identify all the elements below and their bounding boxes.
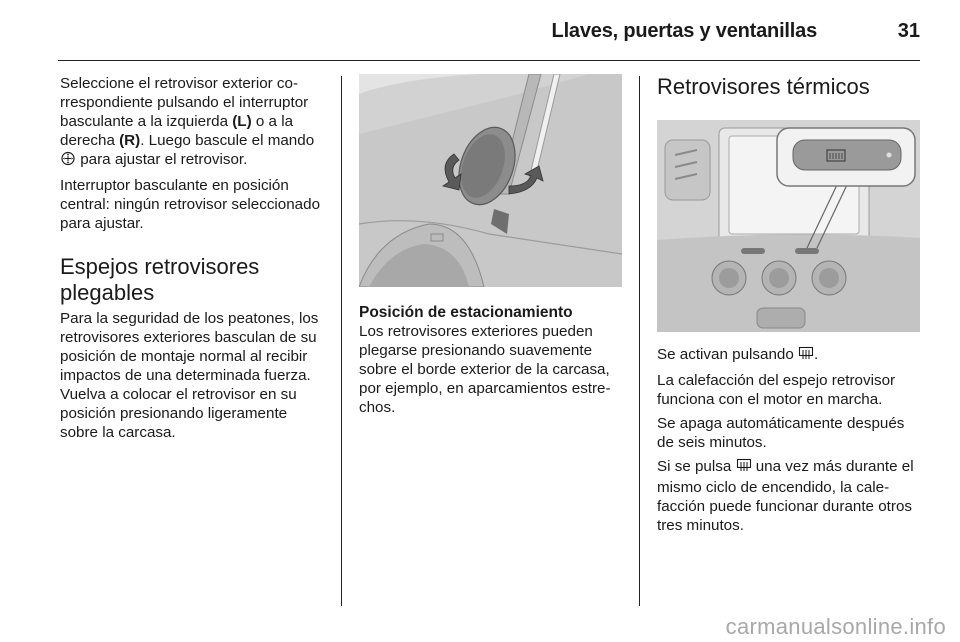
watermark: carmanualsonline.info (725, 614, 946, 639)
subheading-parking-position: Posición de estacionamiento (359, 304, 573, 321)
paragraph-engine-running: La calefacción del espejo retrovisor funciona con el motor en marcha. (657, 372, 896, 408)
page-number: 31 (897, 20, 920, 42)
text-run: Seleccione el retrovisor exterior correspondiente pulsando el interruptor basculante a la izquierda (60, 75, 309, 130)
page-header-title: Llaves, puertas y ventanillas (551, 20, 817, 42)
text-run: Se activan pulsando (657, 346, 799, 363)
column-right (657, 74, 923, 540)
paragraph-activate (657, 345, 923, 366)
label-left: (L) (232, 113, 252, 130)
label-right: (R) (119, 132, 141, 149)
text-run: para ajustar el retrovisor. (76, 151, 248, 168)
text-run: . Luego bascule el mando (140, 132, 315, 149)
mirror-illustration (359, 74, 622, 287)
heading-folding-mirrors: Espejos retrovisores plegables (60, 254, 260, 305)
paragraph-mirror-select (60, 74, 326, 171)
paragraph-parking-fold: Los retrovisores exteriores pueden plegarse presionando suavemente sobre el borde exterior de la carcasa, por ejemplo, en aparcamientos estrechos. (359, 323, 611, 416)
text-run: una vez más durante el mismo ciclo de encendido, la calefacción puede funcionar durante otros tres minutos. (657, 458, 914, 534)
paragraph-press-again (657, 457, 923, 535)
text-run: Si se pulsa (657, 458, 736, 475)
console-illustration (657, 120, 920, 332)
paragraph-center-position: Interruptor basculante en posición central: ningún retrovisor seleccionado para ajustar. (60, 177, 321, 232)
column-divider-left (341, 76, 342, 606)
heated-mirror-icon (736, 458, 752, 478)
mirror-adjust-icon (60, 151, 76, 171)
header-rule (58, 60, 920, 61)
column-divider-right (639, 76, 640, 606)
paragraph-auto-off: Se apaga automáticamente después de seis minutos. (657, 415, 905, 451)
text-run: o a la derecha (60, 113, 294, 149)
column-left (60, 74, 326, 447)
paragraph-pedestrian-safety: Para la seguridad de los peatones, los retrovisores exteriores basculan de su posición de montaje normal al recibir impactos de una determinada fuerza. Vuelva a colocar el retrovisor en su posición presionando ligeramente sobre la carcasa. (60, 310, 319, 441)
heated-mirror-icon (798, 346, 814, 366)
heading-heated-mirrors: Retrovisores térmicos (657, 74, 870, 99)
text-run: . (814, 346, 819, 363)
column-middle (359, 74, 625, 422)
